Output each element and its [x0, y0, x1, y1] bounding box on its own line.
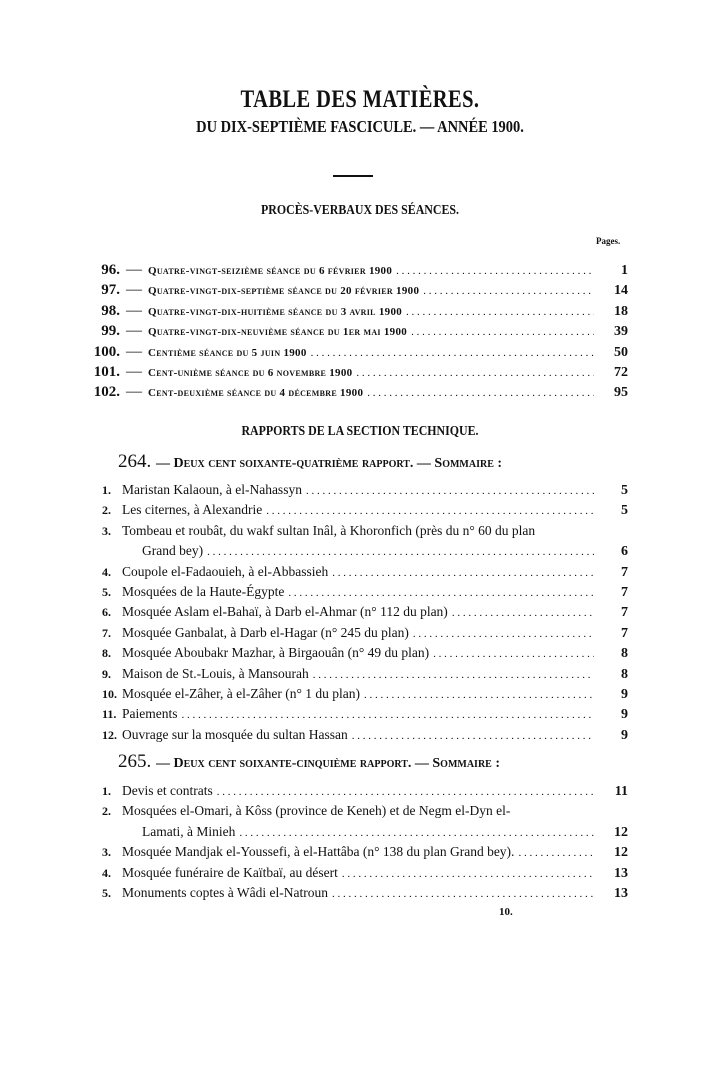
toc-item [80, 725, 628, 745]
page-number: 9 [621, 686, 628, 702]
entry-title: Quatre-vingt-seizième séance du 6 février 1900 [148, 265, 393, 277]
item-title: Grand bey) [142, 543, 204, 559]
item-title: Les citernes, à Alexandrie [122, 502, 263, 518]
entry-number: 102. [93, 384, 120, 401]
item-title: Lamati, à Minieh [142, 823, 236, 839]
item-title: Mosquée el-Zâher, à el-Zâher (n° 1 du plan) [122, 685, 361, 701]
page-number: 8 [621, 646, 628, 662]
page-number: 13 [614, 885, 628, 901]
toc-item [80, 521, 628, 541]
page-number: 8 [621, 666, 628, 682]
item-number: 5. [102, 885, 111, 900]
item-number: 1. [102, 784, 111, 798]
item-title: Monuments coptes à Wâdi el-Natroun [122, 884, 328, 900]
report-title: — Deux cent soixante-quatrième rapport. — Sommaire : [156, 456, 503, 471]
toc-item [80, 883, 628, 903]
toc-item [80, 643, 628, 663]
dash: — [126, 301, 142, 319]
page-number: 6 [621, 544, 628, 560]
dot-leader [266, 501, 594, 521]
toc-item [80, 664, 628, 684]
entry-title: Quatre-vingt-dix-huitième séance du 3 avril 1900 [148, 305, 403, 318]
page-number: 39 [614, 324, 628, 340]
toc-item [80, 582, 628, 602]
dot-leader [411, 322, 594, 342]
item-title: Tombeau et roubât, du wakf sultan Inâl, à Khoronfich (près du n° 60 du plan [122, 522, 536, 538]
entry-title: Quatre-vingt-dix-septième séance du 20 février 1900 [148, 285, 420, 298]
dot-leader [239, 823, 594, 843]
item-number: 2. [102, 804, 111, 819]
item-number: 3. [102, 523, 111, 538]
toc-entry [80, 280, 628, 300]
page-number: 5 [621, 483, 628, 498]
toc-entry [80, 362, 628, 382]
entry-title: Cent-deuxième séance du 4 décembre 1900 [148, 387, 364, 400]
item-title: Mosquée Mandjak el-Youssefi, à el-Hattâba (n° 138 du plan Grand bey). [122, 844, 515, 860]
proces-verbaux-list [80, 260, 628, 403]
dash: — [126, 322, 142, 340]
dot-leader [207, 542, 594, 562]
toc-item [80, 781, 628, 801]
dot-leader [518, 843, 594, 863]
dot-leader [433, 644, 594, 664]
item-title: Devis et contrats [122, 783, 213, 798]
page-subtitle: DU DIX-SEPTIÈME FASCICULE. — ANNÉE 1900. [196, 117, 524, 136]
item-number: 8. [102, 646, 111, 661]
toc-item [80, 684, 628, 704]
item-number: 1. [102, 483, 111, 497]
page-number: 18 [614, 303, 628, 319]
item-number: 6. [102, 605, 111, 620]
page-number: 12 [614, 845, 628, 861]
page-folio: 10. [499, 906, 513, 918]
dot-leader [413, 624, 594, 644]
page-number: 7 [621, 605, 628, 621]
toc-entry [80, 382, 628, 402]
dot-leader [423, 281, 594, 301]
page-number: 9 [621, 707, 628, 723]
toc-item [80, 541, 628, 561]
report-265-items [80, 781, 628, 903]
dot-leader [332, 563, 594, 583]
item-number: 4. [102, 865, 111, 880]
entry-title: Quatre-vingt-dix-neuvième séance du 1er mai 1900 [148, 326, 408, 339]
page-number: 7 [621, 564, 628, 580]
divider [333, 175, 373, 177]
page-number: 12 [614, 824, 628, 840]
item-number: 11. [102, 707, 117, 722]
report-title: — Deux cent soixante-cinquième rapport. — Sommaire : [156, 756, 500, 771]
page-number: 5 [621, 503, 628, 519]
toc-item [80, 562, 628, 582]
toc-item [80, 602, 628, 622]
item-title: Maristan Kalaoun, à el-Nahassyn [122, 482, 302, 497]
toc-item [80, 480, 628, 500]
report-heading-264 [118, 451, 502, 473]
entry-title: Cent-unième séance du 6 novembre 1900 [148, 366, 353, 379]
report-264-items [80, 480, 628, 745]
dash: — [126, 342, 142, 360]
dot-leader [182, 705, 595, 725]
entry-number: 98. [101, 302, 120, 319]
page-number: 95 [614, 385, 628, 401]
toc-entry [80, 321, 628, 341]
item-number: 4. [102, 564, 111, 579]
entry-number: 99. [101, 323, 120, 340]
toc-item [80, 842, 628, 862]
entry-number: 96. [101, 262, 120, 278]
item-number: 7. [102, 625, 111, 640]
entry-number: 100. [93, 343, 120, 360]
toc-item [80, 822, 628, 842]
dash: — [126, 261, 142, 278]
dot-leader [352, 726, 594, 746]
dot-leader [356, 363, 594, 383]
toc-entry [80, 260, 628, 280]
section-heading-proces-verbaux: PROCÈS-VERBAUX DES SÉANCES. [260, 203, 460, 218]
page-number: 50 [614, 344, 628, 360]
page-number: 7 [621, 625, 628, 641]
dot-leader [217, 782, 594, 802]
item-title: Ouvrage sur la mosquée du sultan Hassan [122, 726, 348, 742]
dash: — [126, 362, 142, 380]
item-title: Mosquée funéraire de Kaïtbaï, au désert [122, 864, 338, 880]
report-number: 265. [118, 751, 152, 772]
page-number: 72 [614, 364, 628, 380]
toc-item [80, 500, 628, 520]
toc-item [80, 801, 628, 821]
item-number: 5. [102, 584, 111, 599]
dot-leader [396, 261, 594, 281]
item-number: 9. [102, 666, 111, 681]
entry-number: 97. [101, 282, 120, 299]
page-number: 7 [621, 584, 628, 600]
page-number: 13 [614, 865, 628, 881]
item-title: Mosquée Aboubakr Mazhar, à Birgaouân (n° 49 du plan) [122, 645, 430, 661]
toc-item [80, 704, 628, 724]
page-title: TABLE DES MATIÈRES. [240, 86, 480, 113]
page-number: 14 [614, 283, 628, 299]
entry-title: Centième séance du 5 juin 1900 [148, 346, 307, 359]
dot-leader [364, 685, 594, 705]
item-title: Maison de St.-Louis, à Mansourah [122, 665, 309, 681]
item-title: Paiements [122, 706, 178, 722]
report-number: 264. [118, 451, 152, 472]
item-title: Mosquée Ganbalat, à Darb el-Hagar (n° 245 du plan) [122, 624, 409, 640]
item-title: Mosquées de la Haute-Égypte [122, 583, 285, 599]
toc-item [80, 863, 628, 883]
dot-leader [406, 302, 594, 322]
item-title: Mosquées el-Omari, à Kôss (province de Keneh) et de Negm el-Dyn el- [122, 803, 511, 819]
toc-item [80, 623, 628, 643]
dot-leader [332, 884, 594, 904]
dot-leader [342, 864, 594, 884]
item-title: Coupole el-Fadaouieh, à el-Abbassieh [122, 563, 329, 579]
dot-leader [452, 603, 594, 623]
toc-entry [80, 301, 628, 321]
dot-leader [306, 481, 594, 501]
toc-entry [80, 342, 628, 362]
dot-leader [313, 665, 594, 685]
dot-leader [311, 343, 594, 363]
report-heading-265 [118, 751, 500, 773]
dash: — [126, 383, 142, 401]
section-heading-rapports: RAPPORTS DE LA SECTION TECHNIQUE. [241, 424, 479, 439]
dot-leader [367, 383, 594, 403]
page-number: 1 [621, 263, 628, 278]
item-number: 2. [102, 503, 111, 518]
item-number: 12. [102, 727, 117, 742]
pages-column-label: Pages. [596, 236, 621, 246]
dot-leader [288, 583, 594, 603]
dash: — [126, 281, 142, 299]
page-number: 11 [614, 784, 628, 799]
item-title: Mosquée Aslam el-Bahaï, à Darb el-Ahmar (n° 112 du plan) [122, 604, 448, 620]
page-number: 9 [621, 727, 628, 743]
item-number: 10. [102, 686, 117, 701]
item-number: 3. [102, 845, 111, 860]
entry-number: 101. [93, 363, 120, 380]
